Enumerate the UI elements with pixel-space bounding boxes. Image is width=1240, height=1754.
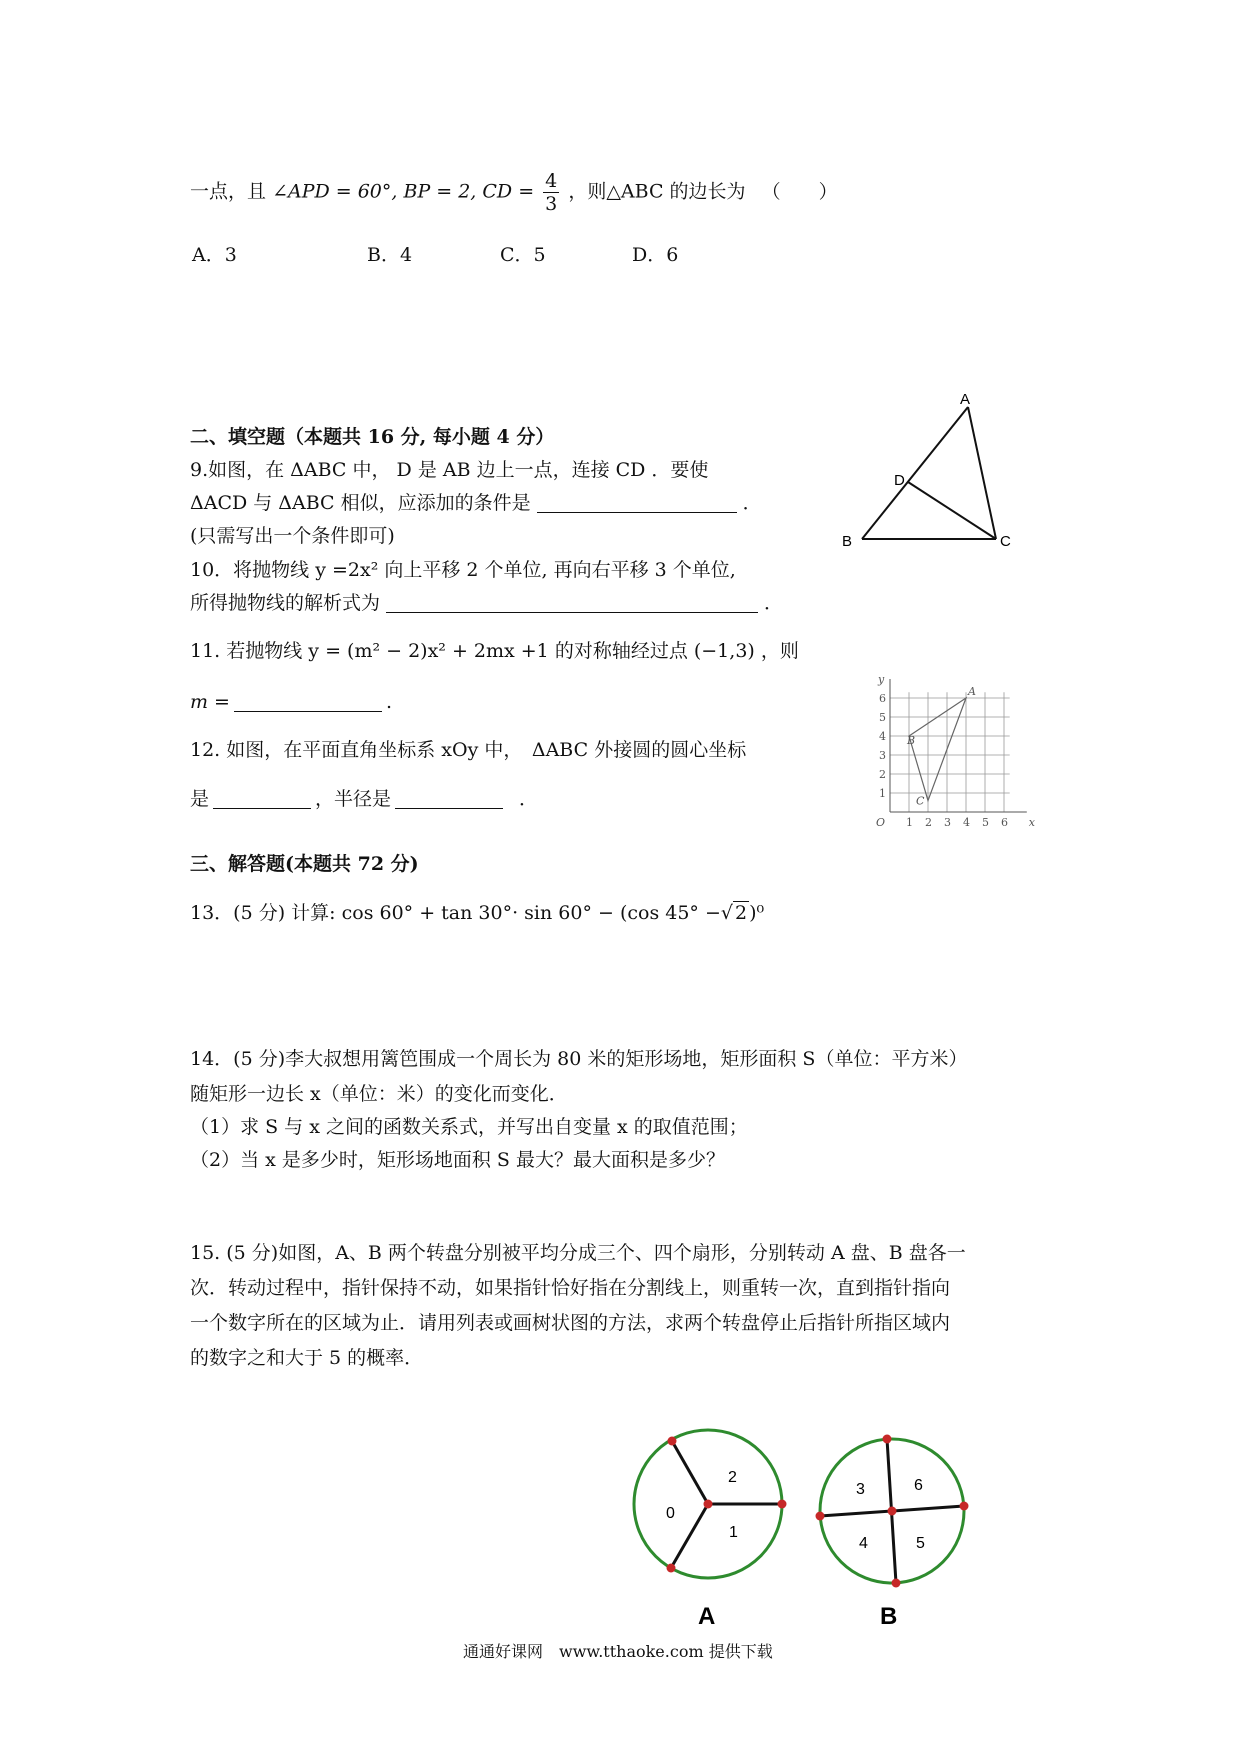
q9-line2-end: ．: [742, 492, 762, 514]
spinner-a-num-2: 2: [728, 1469, 737, 1486]
q9-line1: 9.如图，在 ΔABC 中， D 是 AB 边上一点，连接 CD ．要使: [190, 459, 709, 481]
y-axis-label: y: [878, 673, 885, 686]
q14-line4: （2）当 x 是多少时，矩形场地面积 S 最大？最大面积是多少？: [190, 1149, 725, 1171]
x-tick-6: 6: [1001, 816, 1008, 829]
y-tick-2: 2: [879, 768, 886, 781]
q15-line2: 次．转动过程中，指针保持不动，如果指针恰好指在分割线上，则重转一次，直到指针指向: [190, 1277, 951, 1299]
y-tick-4: 4: [879, 730, 886, 743]
point-label-a: A: [968, 685, 976, 698]
q10-line2-text: 所得抛物线的解析式为: [190, 592, 381, 614]
q10-line1: 10．将抛物线 y =2x² 向上平移 2 个单位, 再向右平移 3 个单位,: [190, 559, 736, 581]
q13-expr-a: cos 60° + tan 30°· sin 60° − (cos 45° −: [341, 902, 721, 924]
q8-condition: ∠APD = 60°, BP = 2, CD =: [272, 180, 535, 203]
origin-label: O: [876, 816, 886, 829]
q8-frac-num: 4: [545, 170, 558, 192]
q8-option-c: C．5: [500, 244, 546, 266]
q13-prefix: 13．(5 分) 计算:: [190, 902, 336, 924]
q13-expr-b: )⁰: [749, 902, 765, 924]
spinner-a-label: A: [698, 1603, 716, 1630]
q8-option-d: D．6: [632, 244, 679, 266]
q12-line2-end: ．: [519, 788, 539, 810]
y-tick-1: 1: [879, 787, 886, 800]
label-c: C: [1000, 533, 1011, 550]
y-tick-6: 6: [879, 692, 886, 705]
q11-line2-end: .: [385, 691, 393, 713]
x-tick-4: 4: [963, 816, 970, 829]
x-axis-label: x: [1028, 816, 1036, 829]
y-tick-3: 3: [879, 749, 886, 762]
spinner-a-center-dot: [704, 1500, 713, 1509]
x-tick-3: 3: [944, 816, 951, 829]
point-label-b: B: [907, 734, 916, 747]
x-tick-5: 5: [982, 816, 989, 829]
q14-line1: 14．(5 分)李大叔想用篱笆围成一个周长为 80 米的矩形场地，矩形面积 S（单位：平方米）: [190, 1048, 968, 1070]
point-label-c: C: [916, 794, 925, 808]
q11-m: m =: [190, 691, 230, 713]
spinner-b-num-3: 3: [856, 1481, 865, 1498]
q9-line3: (只需写出一个条件即可): [190, 525, 395, 547]
q15-line3: 一个数字所在的区域为止．请用列表或画树状图的方法，求两个转盘停止后指针所指区域内: [190, 1312, 951, 1334]
spinner-a-num-0: 0: [666, 1505, 675, 1522]
q8-suffix: ，则△ABC 的边长为: [568, 180, 746, 203]
spinner-b-center-dot: [888, 1507, 897, 1516]
q8-prefix: 一点，且: [190, 180, 267, 203]
label-a: A: [960, 391, 971, 408]
q13-sqrt-arg: 2: [734, 902, 748, 924]
label-d: D: [894, 472, 905, 489]
q12-line2-a: 是: [190, 788, 210, 810]
q8-option-a: A．3: [192, 244, 237, 266]
section3-heading: 三、解答题(本题共 72 分): [190, 853, 419, 875]
q15-line1: 15. (5 分)如图，A、B 两个转盘分别被平均分成三个、四个扇形，分别转动 A 盘、B 盘各一: [190, 1242, 966, 1264]
q11-line1: 11. 若抛物线 y = (m² − 2)x² + 2mx +1 的对称轴经过点 (−1,3) ，则: [190, 640, 799, 662]
q13-sqrt-sign: √: [720, 902, 733, 924]
section2-heading: 二、填空题（本题共 16 分, 每小题 4 分）: [190, 426, 555, 448]
q15-line4: 的数字之和大于 5 的概率．: [190, 1347, 424, 1369]
label-b: B: [842, 533, 853, 550]
spinner-a-num-1: 1: [729, 1524, 738, 1541]
q10-line2-end: ．: [764, 592, 784, 614]
spinner-b-num-5: 5: [916, 1535, 925, 1552]
spinner-b-num-6: 6: [914, 1477, 923, 1494]
q8-paren: （ ）: [761, 180, 838, 203]
q9-line2-text: ΔACD 与 ΔABC 相似，应添加的条件是: [190, 492, 531, 514]
spinner-b-label: B: [880, 1603, 898, 1630]
q14-line3: （1）求 S 与 x 之间的函数关系式，并写出自变量 x 的取值范围；: [190, 1116, 748, 1138]
q12-line2-b: ，半径是: [315, 788, 392, 810]
spinner-a: [634, 1430, 787, 1630]
q12-line1: 12. 如图，在平面直角坐标系 xOy 中， ΔABC 外接圆的圆心坐标: [190, 739, 747, 761]
x-tick-1: 1: [906, 816, 913, 829]
x-tick-2: 2: [925, 816, 932, 829]
spinner-b-num-4: 4: [859, 1535, 868, 1552]
q14-line2: 随矩形一边长 x（单位：米）的变化而变化．: [190, 1083, 568, 1105]
q8-option-b: B．4: [367, 244, 413, 266]
footer-text: 通通好课网 www.tthaoke.com 提供下载: [463, 1642, 773, 1661]
spinner-b: [816, 1435, 969, 1631]
y-tick-5: 5: [879, 711, 886, 724]
q8-frac-den: 3: [545, 193, 558, 215]
